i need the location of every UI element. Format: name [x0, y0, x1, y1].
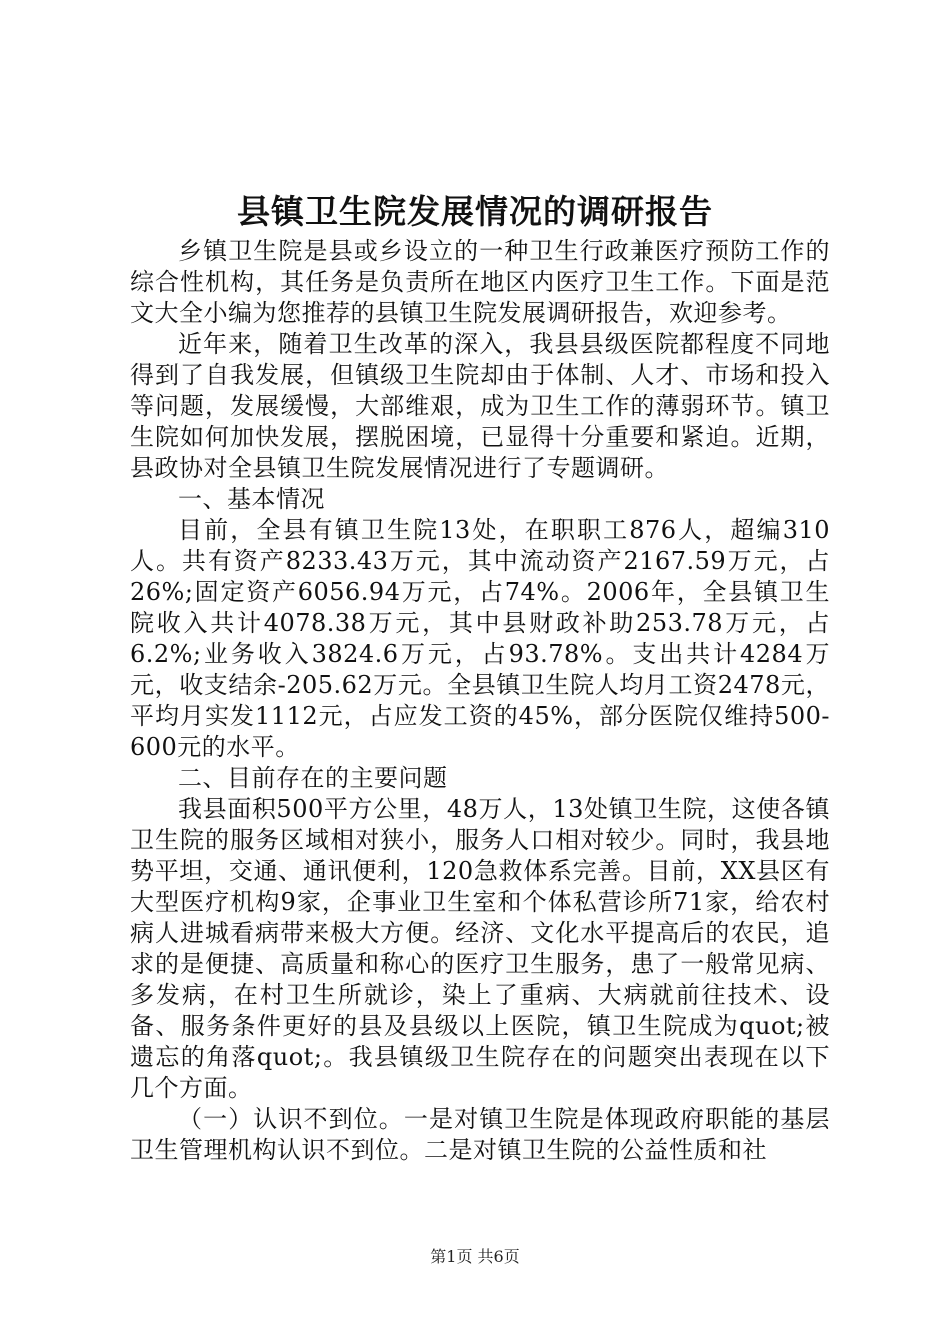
paragraph-background: 近年来，随着卫生改革的深入，我县县级医院都程度不同地得到了自我发展，但镇级卫生院却由于体制、人才、市场和投入等问题，发展缓慢，大部维艰，成为卫生工作的薄弱环节。镇卫生院如何加快发展，摆脱困境，已显得十分重要和紧迫。近期，县政协对全县镇卫生院发展情况进行了专题调研。 — [130, 330, 830, 482]
page-number-footer: 第1页 共6页 — [430, 1247, 520, 1266]
document-title: 县镇卫生院发展情况的调研报告 — [237, 192, 713, 231]
paragraph-basic-situation: 目前，全县有镇卫生院13处，在职职工876人，超编310人。共有资产8233.43万元，其中流动资产2167.59万元，占26%;固定资产6056.94万元，占74%。2006年，全县镇卫生院收入共计4078.38万元，其中县财政补助253.78万元，占6.2%;业务收入3824.6万元，占93.78%。支出共计4284万元，收支结余-205.62万元。全县镇卫生院人均月工资2478元，平均月实发1112元，占应发工资的45%，部分医院仅维持500-600元的水平。 — [130, 516, 830, 761]
paragraph-main-problems: 我县面积500平方公里，48万人，13处镇卫生院，这使各镇卫生院的服务区域相对狭小，服务人口相对较少。同时，我县地势平坦，交通、通讯便利，120急救体系完善。目前，XX县区有大型医疗机构9家，企事业卫生室和个体私营诊所71家，给农村病人进城看病带来极大方便。经济、文化水平提高后的农民，追求的是便捷、高质量和称心的医疗卫生服务，患了一般常见病、多发病，在村卫生所就诊，染上了重病、大病就前往技术、设备、服务条件更好的县及县级以上医院，镇卫生院成为quot;被遗忘的角落quot;。我县镇级卫生院存在的问题突出表现在以下几个方面。 — [130, 795, 830, 1102]
paragraph-subsection-awareness: （一）认识不到位。一是对镇卫生院是体现政府职能的基层卫生管理机构认识不到位。二是对镇卫生院的公益性质和社 — [130, 1105, 830, 1164]
section-heading-main-problems: 二、目前存在的主要问题 — [178, 764, 448, 792]
document-body — [130, 236, 830, 1166]
paragraph-intro: 乡镇卫生院是县或乡设立的一种卫生行政兼医疗预防工作的综合性机构，其任务是负责所在地区内医疗卫生工作。下面是范文大全小编为您推荐的县镇卫生院发展调研报告，欢迎参考。 — [130, 237, 830, 327]
section-heading-basic-situation: 一、基本情况 — [178, 485, 325, 513]
